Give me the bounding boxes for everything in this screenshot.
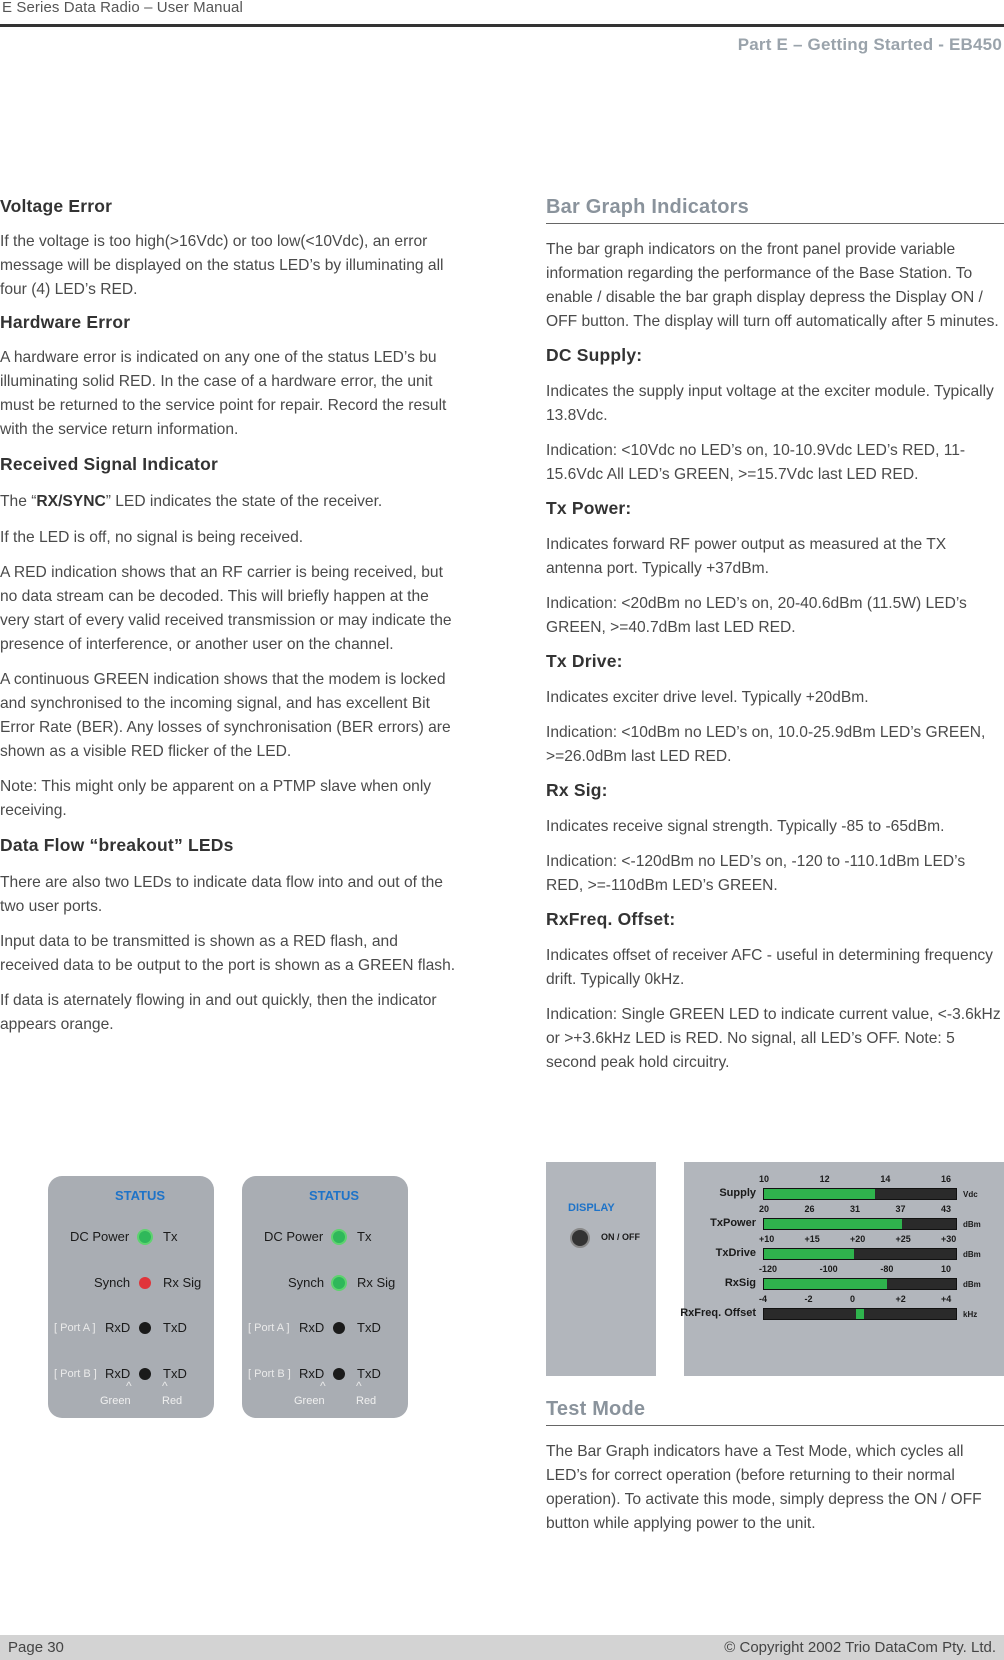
page-footer	[0, 1635, 1004, 1660]
header-rule	[0, 24, 1004, 27]
tx-label: Tx	[357, 1229, 372, 1244]
rxd-a-label: RxD	[299, 1320, 325, 1335]
received-signal-green: A continuous GREEN indication shows that the modem is locked and synchronised to the incoming signal, and has excellent Bit Error Rate (BER). Any losses of synchronisation (BER errors) are shown as a visible RED flicker of the LED.	[0, 671, 451, 760]
txd-b-label: TxD	[357, 1366, 381, 1381]
tx-power-text-1: Indicates forward RF power output as measured at the TX antenna port. Typically +37dBm.	[546, 536, 947, 577]
scale-label: 0	[850, 1294, 856, 1304]
scale-label: 20	[759, 1204, 770, 1214]
bar-track	[763, 1218, 957, 1230]
copyright: © Copyright 2002 Trio DataCom Pty. Ltd.	[724, 1639, 996, 1656]
on-off-label: ON / OFF	[601, 1232, 640, 1242]
received-signal-intro	[0, 490, 456, 514]
data-flow-heading: Data Flow “breakout” LEDs	[0, 835, 234, 855]
bar-fill	[856, 1309, 864, 1319]
received-signal-red: A RED indication shows that an RF carrier is being received, but no data stream can be decoded. This will briefly happen at the very start of every valid received transmission or may indicate the presence of interference, or another user on the channel.	[0, 564, 452, 653]
rx-sig-label: Rx Sig	[163, 1275, 202, 1290]
scale-label: +15	[804, 1234, 820, 1244]
tx-power-heading: Tx Power:	[546, 498, 632, 518]
status-panel	[242, 1176, 408, 1418]
bar-label: TxDrive	[715, 1247, 756, 1259]
rxd-a-label: RxD	[105, 1320, 131, 1335]
unit-label: dBm	[963, 1250, 981, 1259]
right-column	[546, 196, 1004, 1075]
bar-graph-display-panel	[546, 1162, 1004, 1376]
data-flow-text-3: If data is aternately flowing in and out quickly, then the indicator appears orange.	[0, 992, 437, 1033]
bar-label: RxSig	[724, 1277, 756, 1289]
bar-label: RxFreq. Offset	[680, 1307, 756, 1319]
tx-drive-heading: Tx Drive:	[546, 651, 623, 671]
received-signal-off: If the LED is off, no signal is being received.	[0, 529, 304, 546]
rx-sig-text-1: Indicates receive signal strength. Typically -85 to -65dBm.	[546, 818, 945, 835]
rx-freq-heading: RxFreq. Offset:	[546, 909, 676, 929]
scale-label: -2	[804, 1294, 813, 1304]
bar-track	[763, 1308, 957, 1320]
bar-graph-text: The bar graph indicators on the front panel provide variable information regarding the performance of the Base Station. To enable / disable the bar graph display depress the Display ON / OFF button. The display will turn off automatically after 5 minutes.	[546, 241, 999, 330]
part-title: Part E – Getting Started - EB450	[737, 35, 1002, 54]
scale-label: +20	[850, 1234, 866, 1244]
scale-label: -120	[759, 1264, 778, 1274]
port-b-led	[333, 1368, 345, 1380]
data-flow-text-2: Input data to be transmitted is shown as a RED flash, and received data to be output to the port is shown as a GREEN flash.	[0, 933, 456, 974]
status-panel	[48, 1176, 214, 1418]
hardware-error-text: A hardware error is indicated on any one of the status LED’s bu illuminating solid RED. In the case of a hardware error, the unit must be returned to the service point for repair. Record the result with the service return information.	[0, 349, 447, 438]
page-number: Page 30	[8, 1639, 64, 1656]
scale-label: +10	[759, 1234, 775, 1244]
document-title: E Series Data Radio – User Manual	[2, 0, 243, 16]
scale-label: 31	[850, 1204, 861, 1214]
voltage-error-heading: Voltage Error	[0, 196, 113, 216]
dc-power-label: DC Power	[264, 1229, 324, 1244]
rx-sig-heading: Rx Sig:	[546, 780, 608, 800]
green-label: Green	[100, 1395, 131, 1407]
bar-label: TxPower	[710, 1217, 756, 1229]
rx-freq-text-2: Indication: Single GREEN LED to indicate current value, <-3.6kHz or >+3.6kHz LED is RED. No signal, all LED’s OFF. Note: 5 second peak hold circuitry.	[546, 1006, 1001, 1071]
synch-led	[139, 1277, 151, 1289]
dc-supply-heading: DC Supply:	[546, 345, 643, 365]
scale-label: 12	[819, 1174, 830, 1184]
on-off-button[interactable]	[570, 1228, 590, 1248]
scale-label: +2	[895, 1294, 906, 1304]
unit-label: Vdc	[963, 1190, 978, 1199]
bar-track	[763, 1248, 957, 1260]
voltage-error-text: If the voltage is too high(>16Vdc) or too low(<10Vdc), an error message will be displayed on the status LED’s by illuminating all four (4) LED’s RED.	[0, 233, 444, 298]
scale-label: 14	[880, 1174, 891, 1184]
synch-led	[333, 1277, 345, 1289]
green-caret: ^	[320, 1379, 326, 1393]
bar-fill	[764, 1279, 887, 1289]
synch-label: Synch	[288, 1275, 325, 1290]
bar-track	[763, 1278, 957, 1290]
dc-supply-text-1: Indicates the supply input voltage at the exciter module. Typically 13.8Vdc.	[546, 383, 994, 424]
scale-label: 16	[941, 1174, 952, 1184]
data-flow-text-1: There are also two LEDs to indicate data flow into and out of the two user ports.	[0, 874, 443, 915]
scale-label: 26	[804, 1204, 815, 1214]
txd-b-label: TxD	[163, 1366, 187, 1381]
rx-sig-text-2: Indication: <-120dBm no LED’s on, -120 to -110.1dBm LED’s RED, >=-110dBm LED’s GREEN.	[546, 853, 966, 894]
port-a-led	[333, 1322, 345, 1334]
port-b-led	[139, 1368, 151, 1380]
bar-fill	[764, 1219, 902, 1229]
green-label: Green	[294, 1395, 325, 1407]
tx-power-text-2: Indication: <20dBm no LED’s on, 20-40.6dBm (11.5W) LED’s GREEN, >=40.7dBm last LED RED.	[546, 595, 967, 636]
bar-fill	[764, 1249, 854, 1259]
scale-label: +30	[941, 1234, 957, 1244]
tx-drive-text-2: Indication: <10dBm no LED’s on, 10.0-25.9dBm LED’s GREEN, >=26.0dBm last LED RED.	[546, 724, 986, 765]
bar-graph-heading: Bar Graph Indicators	[546, 196, 1004, 224]
port-b-label: [ Port B ]	[248, 1368, 291, 1380]
test-mode-text: The Bar Graph indicators have a Test Mode, which cycles all LED’s for correct operation (before returning to their normal operation). To activate this mode, simply depress the ON / OFF button while applying power to the unit.	[546, 1443, 982, 1532]
panel-notch	[656, 1162, 684, 1376]
rxd-b-label: RxD	[105, 1366, 131, 1381]
dc-power-led	[139, 1231, 151, 1243]
test-mode-section	[546, 1398, 1004, 1536]
port-b-label: [ Port B ]	[54, 1368, 97, 1380]
scale-label: -100	[819, 1264, 838, 1274]
rxd-b-label: RxD	[299, 1366, 325, 1381]
scale-label: +25	[895, 1234, 911, 1244]
bar-fill	[764, 1189, 875, 1199]
synch-label: Synch	[94, 1275, 131, 1290]
scale-label: -4	[759, 1294, 768, 1304]
scale-label: 37	[895, 1204, 906, 1214]
red-label: Red	[356, 1395, 377, 1407]
dc-supply-text-2: Indication: <10Vdc no LED’s on, 10-10.9Vdc LED’s RED, 11-15.6Vdc All LED’s GREEN, >=15.7Vdc last LED RED.	[546, 442, 966, 483]
scale-label: 43	[941, 1204, 952, 1214]
scale-label: 10	[941, 1264, 952, 1274]
red-caret: ^	[356, 1379, 362, 1393]
intro-post: ” LED indicates the state of the receiver.	[105, 493, 383, 510]
dc-power-led	[333, 1231, 345, 1243]
port-a-label: [ Port A ]	[248, 1322, 290, 1334]
status-title: STATUS	[308, 1188, 360, 1203]
hardware-error-heading: Hardware Error	[0, 312, 131, 332]
display-label: DISPLAY	[568, 1202, 615, 1214]
tx-drive-text-1: Indicates exciter drive level. Typically +20dBm.	[546, 689, 869, 706]
port-a-led	[139, 1322, 151, 1334]
red-label: Red	[162, 1395, 183, 1407]
unit-label: kHz	[963, 1310, 978, 1319]
rx-sig-label: Rx Sig	[357, 1275, 396, 1290]
tx-label: Tx	[163, 1229, 178, 1244]
received-signal-heading: Received Signal Indicator	[0, 454, 218, 474]
red-caret: ^	[162, 1379, 168, 1393]
test-mode-heading: Test Mode	[546, 1398, 1004, 1426]
green-caret: ^	[126, 1379, 132, 1393]
bar-label: Supply	[719, 1187, 756, 1199]
left-column	[0, 196, 456, 1037]
status-title: STATUS	[114, 1188, 166, 1203]
unit-label: dBm	[963, 1280, 981, 1289]
unit-label: dBm	[963, 1220, 981, 1229]
rx-freq-text-1: Indicates offset of receiver AFC - useful in determining frequency drift. Typically 0kHz.	[546, 947, 993, 988]
rx-sync-label: RX/SYNC	[36, 493, 106, 510]
dc-power-label: DC Power	[70, 1229, 130, 1244]
port-a-label: [ Port A ]	[54, 1322, 96, 1334]
page-header	[0, 0, 1004, 54]
bar-track	[763, 1188, 957, 1200]
scale-label: +4	[941, 1294, 952, 1304]
scale-label: -80	[880, 1264, 894, 1274]
txd-a-label: TxD	[357, 1320, 381, 1335]
received-signal-note: Note: This might only be apparent on a PTMP slave when only receiving.	[0, 778, 432, 819]
intro-pre: The “	[0, 493, 37, 510]
txd-a-label: TxD	[163, 1320, 187, 1335]
scale-label: 10	[759, 1174, 770, 1184]
